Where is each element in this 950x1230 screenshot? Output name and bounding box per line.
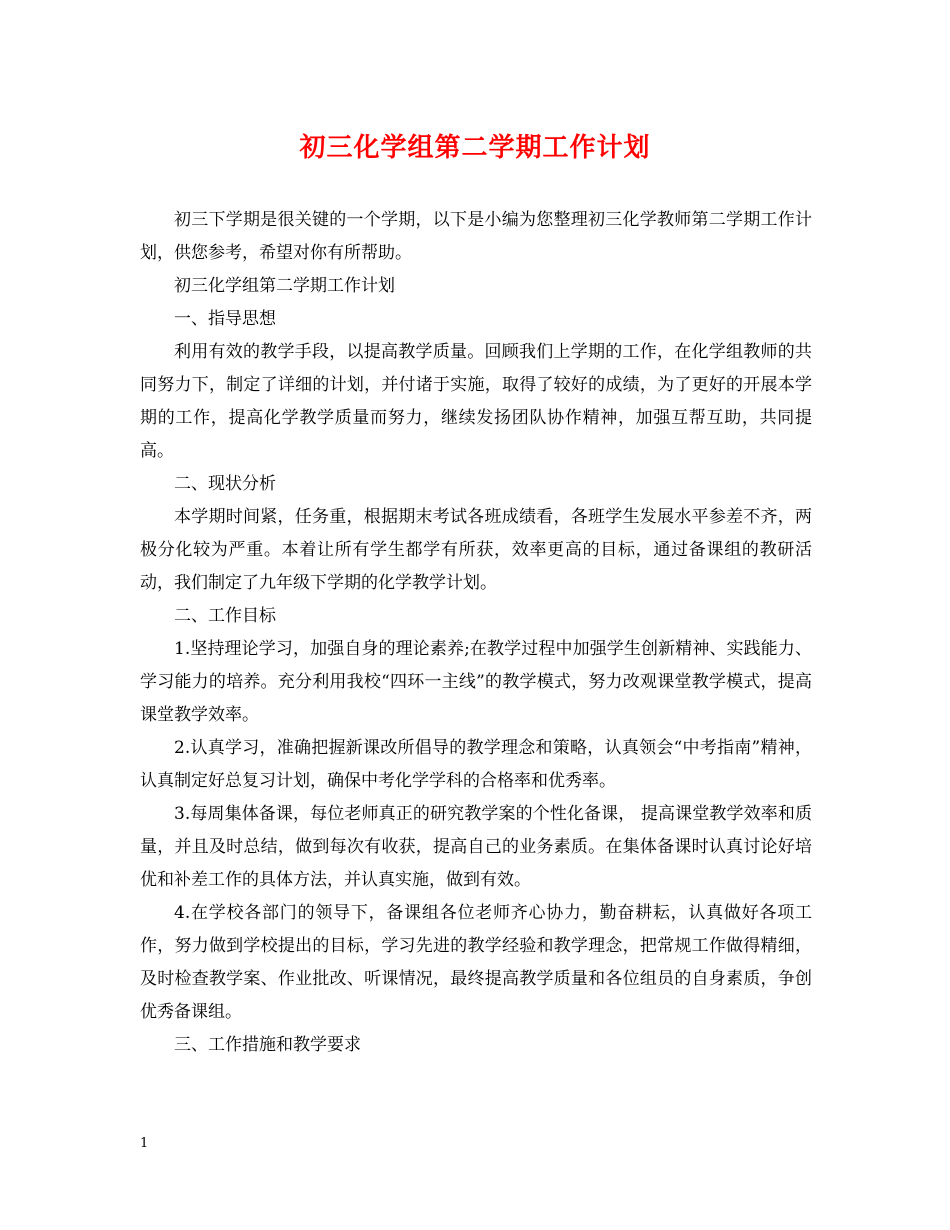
paragraph-goal-1: 1.坚持理论学习，加强自身的理论素养;在教学过程中加强学生创新精神、实践能力、学习能力的培养。充分利用我校“四环一主线”的教学模式，努力改观课堂教学模式，提高课堂教学效率。 <box>140 639 812 725</box>
section-heading-guiding-ideology: 一、指导思想 <box>174 309 276 329</box>
section-heading-work-goals: 二、工作目标 <box>174 606 276 626</box>
paragraph-subtitle: 初三化学组第二学期工作计划 <box>174 276 395 296</box>
section-heading-measures: 三、工作措施和教学要求 <box>174 1035 361 1055</box>
section-heading-status-analysis: 二、现状分析 <box>174 474 276 494</box>
document-body <box>140 204 812 1062</box>
paragraph-guiding-ideology: 利用有效的教学手段，以提高教学质量。回顾我们上学期的工作，在化学组教师的共同努力下，制定了详细的计划，并付诸于实施，取得了较好的成绩，为了更好的开展本学期的工作，提高化学教学质量而努力，继续发扬团队协作精神，加强互帮互助，共同提高。 <box>140 342 812 461</box>
document-title: 初三化学组第二学期工作计划 <box>299 133 651 163</box>
page-number: 1 <box>140 1136 149 1151</box>
paragraph-status-analysis: 本学期时间紧，任务重，根据期末考试各班成绩看，各班学生发展水平参差不齐，两极分化较为严重。本着让所有学生都学有所获，效率更高的目标，通过备课组的教研活动，我们制定了九年级下学期的化学教学计划。 <box>140 507 812 593</box>
paragraph-goal-4: 4.在学校各部门的领导下，备课组各位老师齐心协力，勤奋耕耘，认真做好各项工作，努力做到学校提出的目标，学习先进的教学经验和教学理念，把常规工作做得精细，及时检查教学案、作业批改、听课情况，最终提高教学质量和各位组员的自身素质，争创优秀备课组。 <box>140 903 812 1022</box>
paragraph-goal-3: 3.每周集体备课，每位老师真正的研究教学案的个性化备课， 提高课堂教学效率和质量，并且及时总结，做到每次有收获，提高自己的业务素质。在集体备课时认真讨论好培优和补差工作的具体方法，并认真实施，做到有效。 <box>140 804 812 890</box>
paragraph-goal-2: 2.认真学习，准确把握新课改所倡导的教学理念和策略，认真领会“中考指南”精神，认真制定好总复习计划，确保中考化学学科的合格率和优秀率。 <box>140 738 812 791</box>
paragraph-intro: 初三下学期是很关键的一个学期，以下是小编为您整理初三化学教师第二学期工作计划，供您参考，希望对你有所帮助。 <box>140 210 812 263</box>
